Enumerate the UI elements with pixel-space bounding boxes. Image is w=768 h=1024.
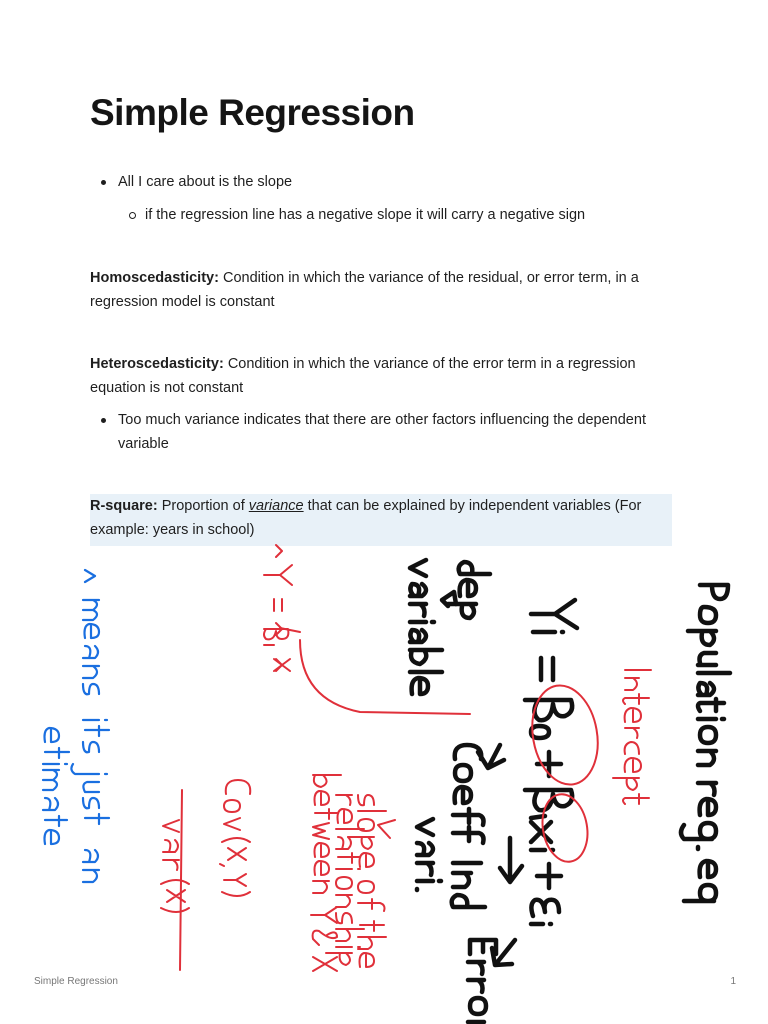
ink-bracket-line: [300, 640, 470, 714]
ink-population-heading: [681, 585, 730, 901]
ink-intercept: [613, 670, 651, 804]
ink-arrow: [500, 838, 522, 882]
page-number: 1: [730, 976, 736, 987]
bullet-text: Too much variance indicates that there are other factors influencing the dependent variable: [118, 412, 646, 452]
page-title: Simple Regression: [90, 92, 415, 133]
ink-regression-equation: [525, 600, 577, 924]
r-square-term: R-square:: [90, 498, 158, 514]
ink-cov-formula: [220, 780, 250, 896]
bullet-text: All I care about is the slope: [118, 174, 293, 190]
ink-var-formula: [161, 820, 189, 912]
ink-estimate-word: [43, 728, 69, 844]
variance-emphasis: variance: [248, 498, 304, 514]
r-square-text-start: Proportion of: [161, 498, 245, 514]
ink-circle-beta0: [525, 680, 605, 790]
ink-arrow: [478, 745, 504, 768]
ink-blue-note: [71, 570, 109, 882]
ink-dep-variable: [442, 562, 490, 618]
ink-estimate: [264, 545, 292, 671]
ink-relationship-word: [326, 795, 364, 965]
sub-bullet-text: if the regression line has a negative slope it will carry a negative sign: [145, 207, 586, 223]
ink-variable-word: [410, 560, 442, 694]
ink-arrow: [378, 820, 395, 838]
heteroscedasticity-text: Condition in which the variance of the error term in a regression equation is not constant: [90, 356, 636, 396]
r-square-text-end: that can be explained by independent variables (For example: years in school): [90, 498, 642, 538]
homoscedasticity-term: Homoscedasticity:: [90, 270, 219, 286]
heteroscedasticity-term: Heteroscedasticity:: [90, 356, 224, 372]
homoscedasticity-text: Condition in which the variance of the residual, or error term, in a regression model is constant: [90, 270, 639, 310]
ink-coeff-ind-vari: [417, 745, 485, 907]
footer-title: Simple Regression: [34, 976, 118, 987]
ink-slope-note: [348, 795, 386, 967]
